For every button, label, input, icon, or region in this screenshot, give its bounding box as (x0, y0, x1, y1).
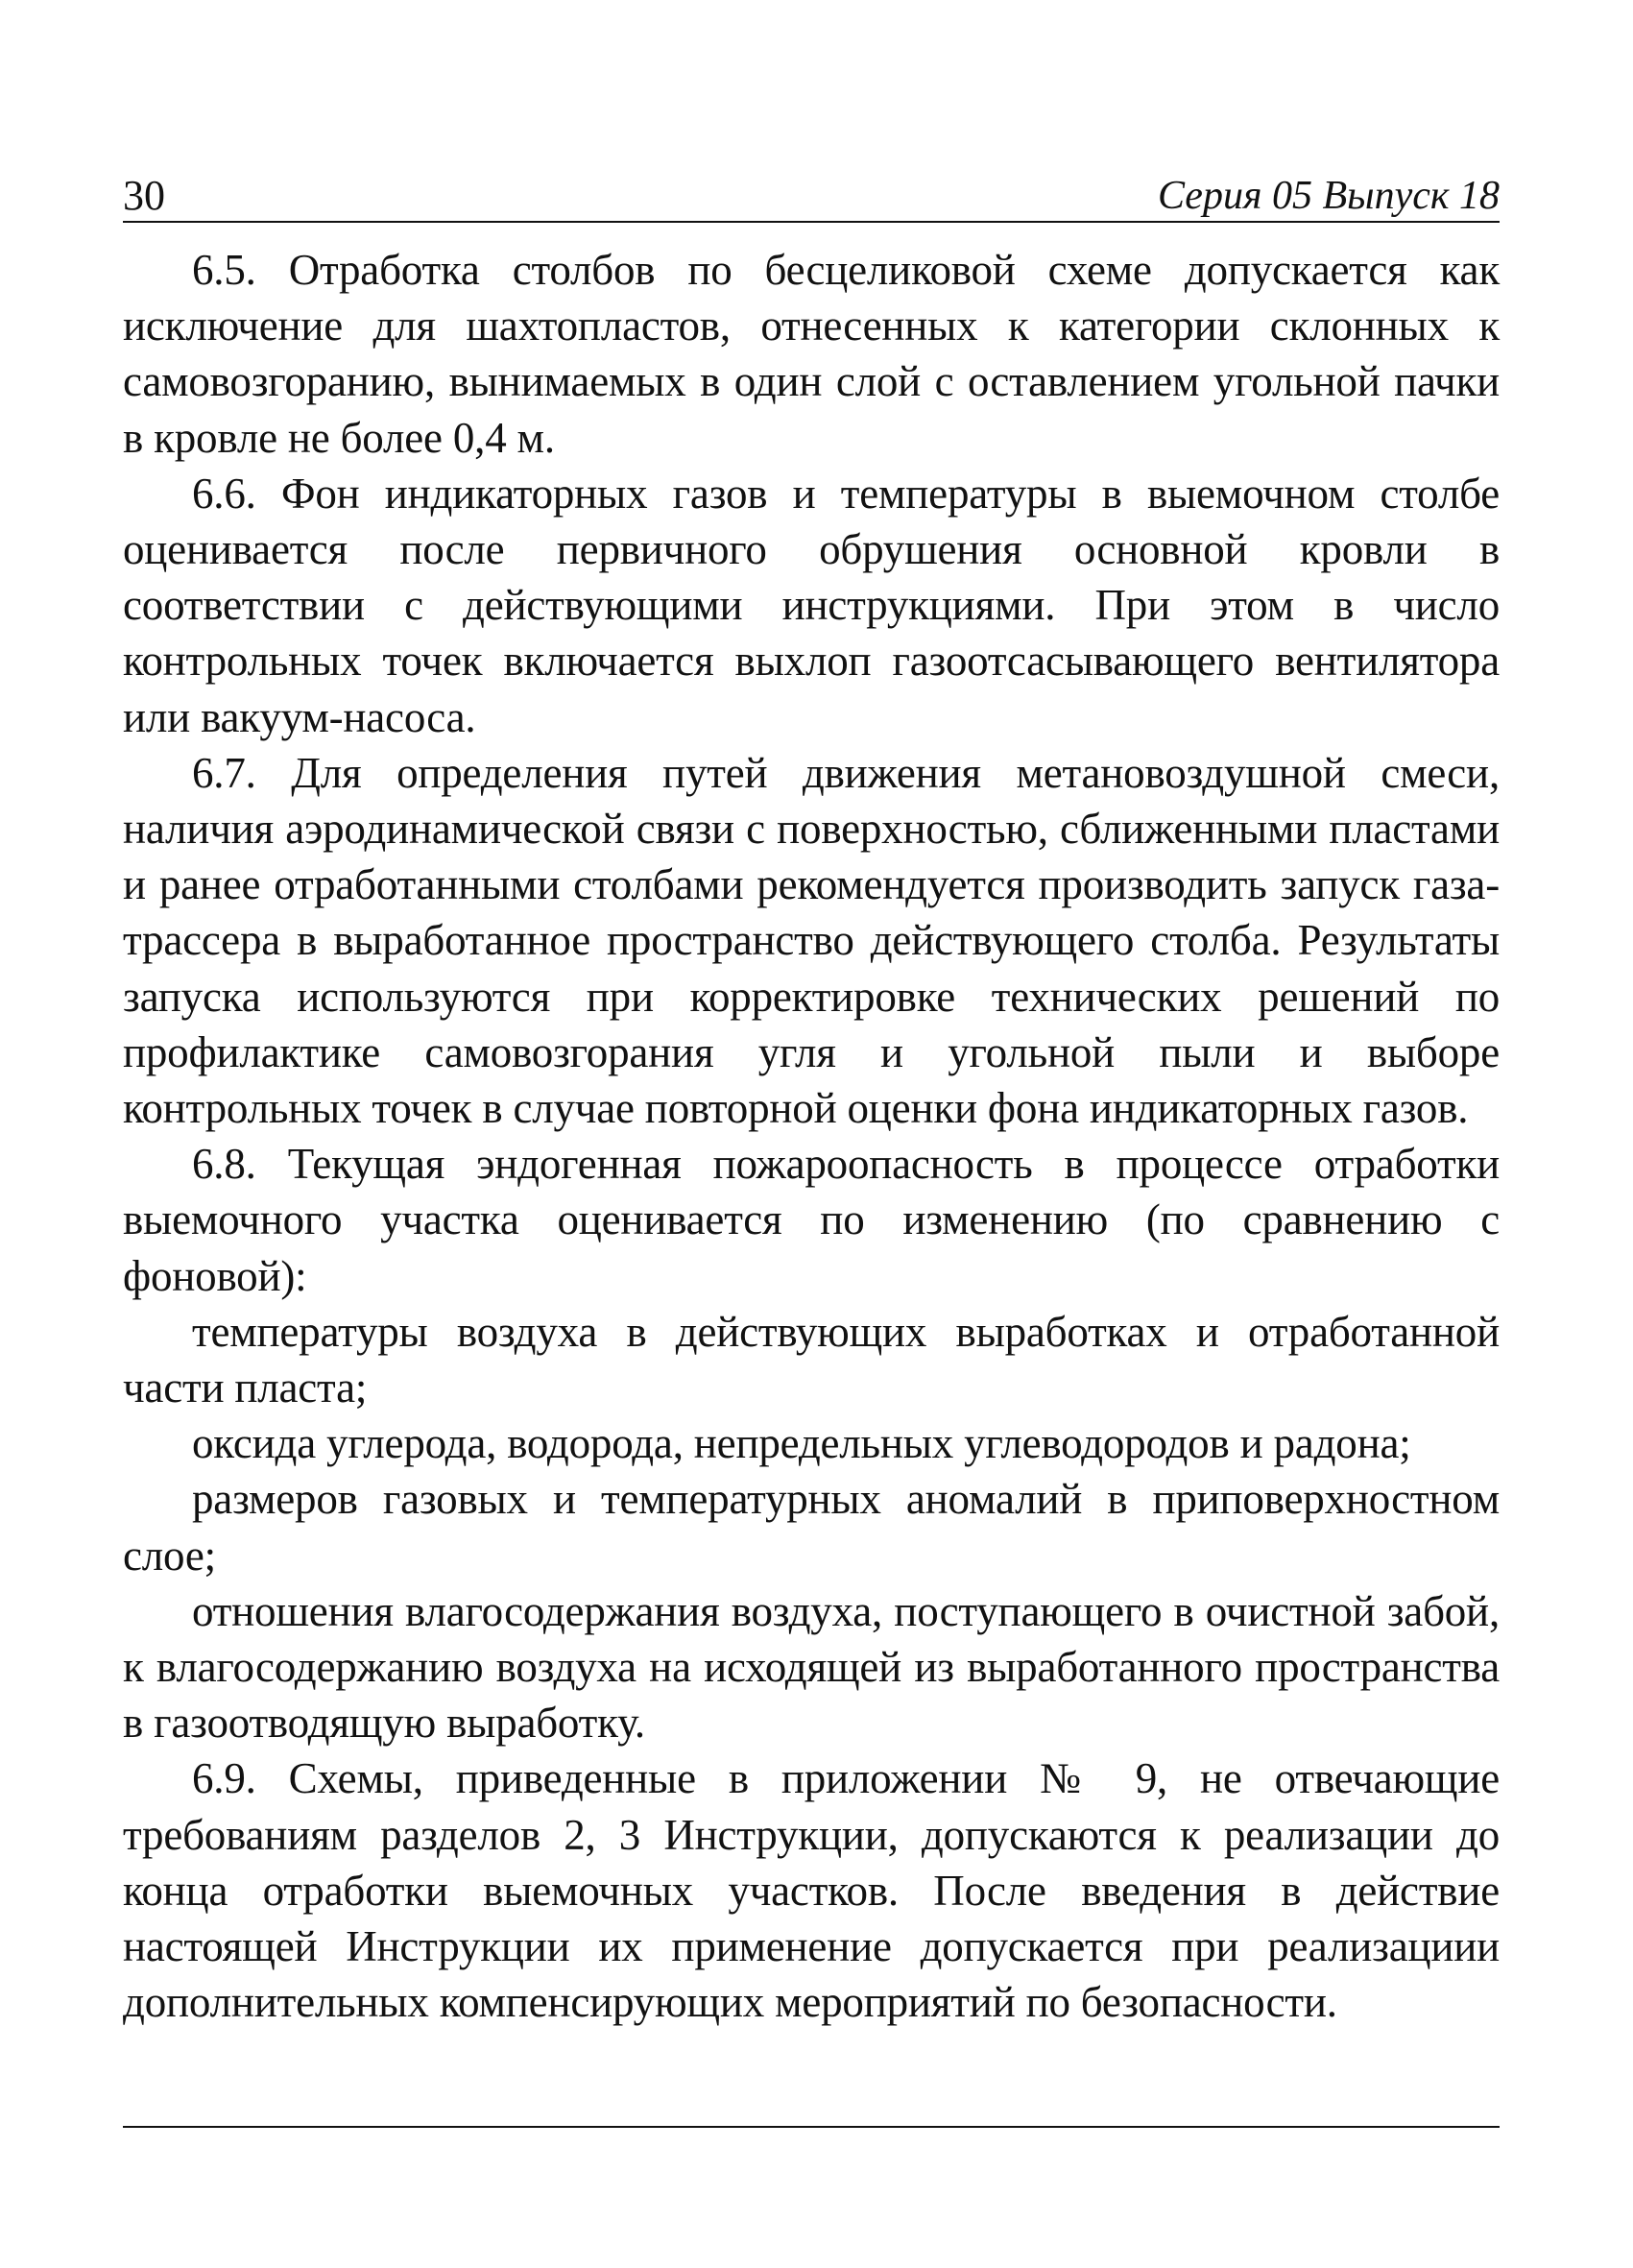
paragraph-6-5: 6.5. Отработка столбов по бесцеликовой схеме допускается как исключение для шахтопластов, отнесенных к категории склонных к самовозгоранию, вынимаемых в один слой с оставлением угольной пачки в кровле не более 0,4 м. (123, 246, 1500, 462)
list-item-moisture-ratio: отношения влагосодержания воздуха, поступающего в очистной забой, к влагосодержанию воздуха на исходящей из выработанного пространства в газоотводящую выработку. (123, 1586, 1500, 1748)
paragraph-6-8: 6.8. Текущая эндогенная пожароопасность в процессе отработки выемочного участка оценивается по изменению (по сравнению с фоновой): (123, 1140, 1500, 1300)
page-number: 30 (123, 172, 165, 219)
running-title: Серия 05 Выпуск 18 (1158, 174, 1500, 218)
footer-rule (123, 2126, 1500, 2128)
list-item-anomalies: размеров газовых и температурных аномалий в приповерхностном слое; (123, 1475, 1500, 1580)
paragraph-6-9: 6.9. Схемы, приведенные в приложении № 9, не отвечающие требованиям разделов 2, 3 Инструкции, допускаются к реализации до конца отработки выемочных участков. После введения в действие настоящей Инструкции их применение допускается при реализациии дополнительных компенсирующих мероприятий по безопасности. (123, 1754, 1500, 2027)
body-text (123, 242, 1500, 2031)
header-rule (123, 221, 1500, 223)
page-header (123, 169, 1500, 223)
list-item-gases: оксида углерода, водорода, непредельных углеводородов и радона; (192, 1419, 1411, 1468)
paragraph-6-7: 6.7. Для определения путей движения метановоздушной смеси, наличия аэродинамической связи с поверхностью, сближенными пластами и ранее отработанными столбами рекомендуется производить запуск газа-трассера в выработанное пространство действующего столба. Результаты запуска используются при корректировке технических решений по профилактике самовозгорания угля и угольной пыли и выборе контрольных точек в случае повторной оценки фона индикаторных газов. (123, 748, 1500, 1133)
list-item-air-temperature: температуры воздуха в действующих выработках и отработанной части пласта; (123, 1307, 1500, 1412)
paragraph-6-6: 6.6. Фон индикаторных газов и температуры в выемочном столбе оценивается после первичного обрушения основной кровли в соответствии с действующими инструкциями. При этом в число контрольных точек включается выхлоп газоотсасывающего вентилятора или вакуум-насоса. (123, 469, 1500, 741)
